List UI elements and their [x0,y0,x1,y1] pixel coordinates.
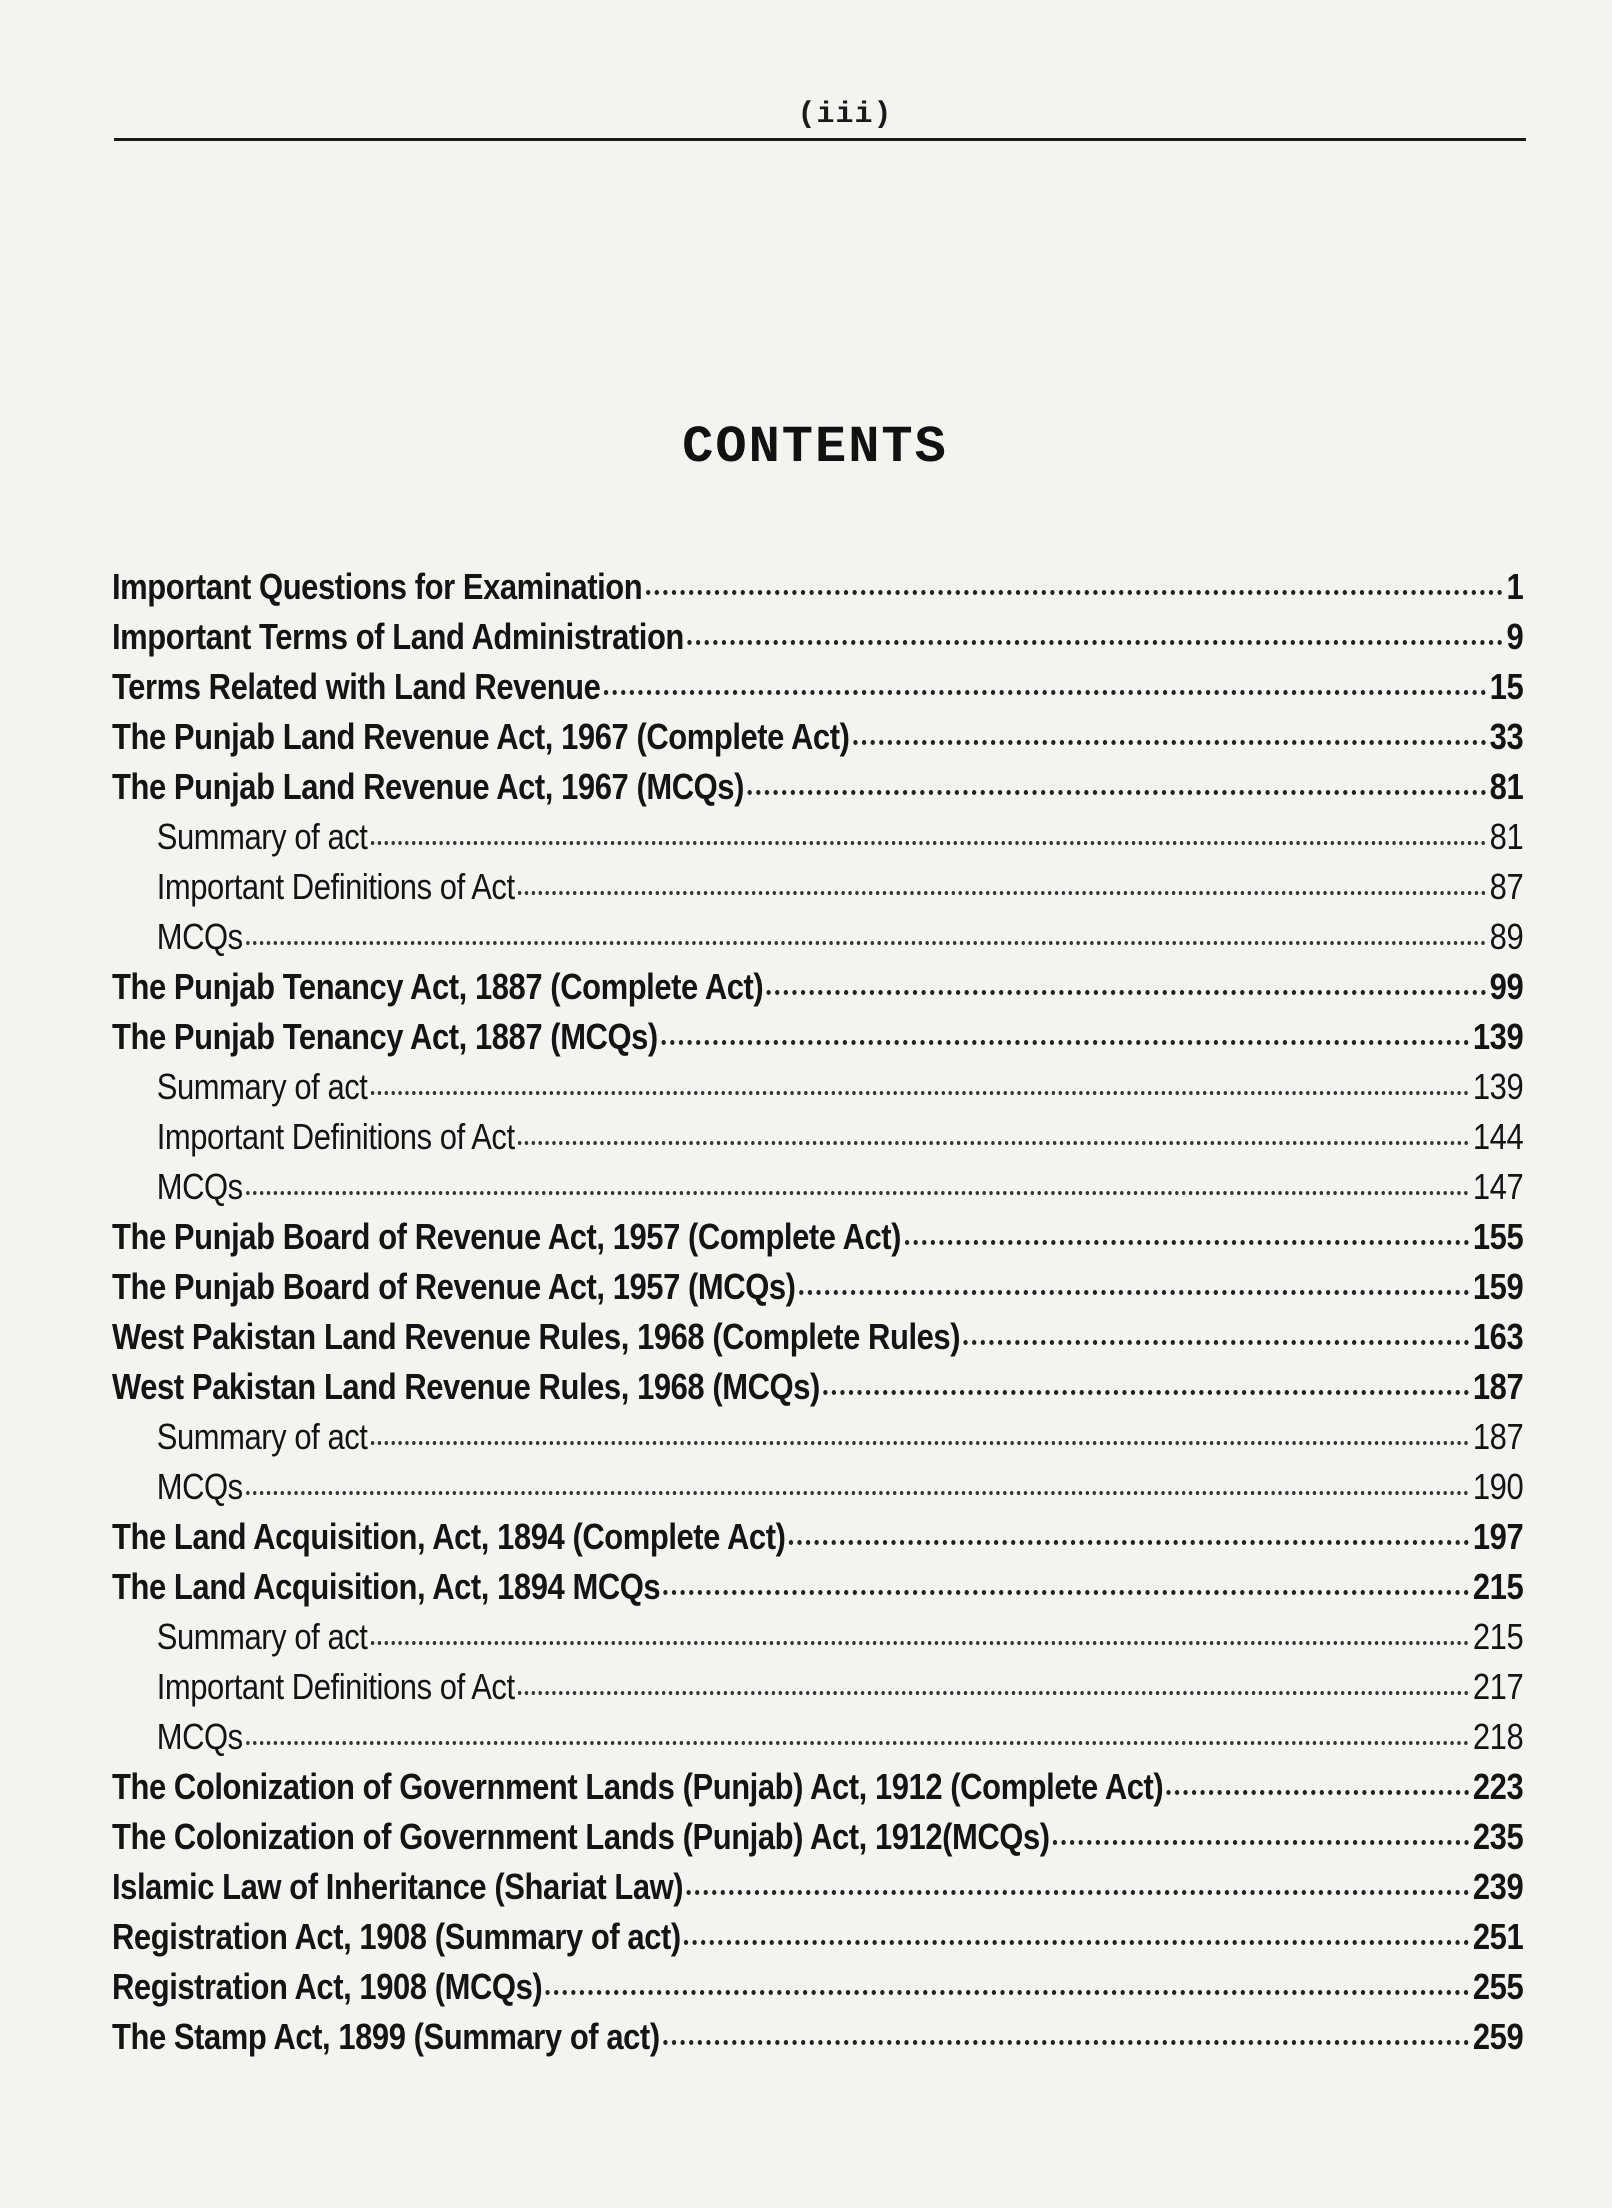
dot-leader [246,1741,1469,1745]
dot-leader [546,1990,1470,1995]
toc-entry-page-number: 15 [1489,666,1524,707]
toc-entry-page-number: 89 [1489,916,1524,957]
dot-leader [1053,1840,1469,1845]
dot-leader [687,640,1503,645]
toc-entry-page-number: 159 [1472,1266,1524,1307]
toc-entry-title: The Punjab Tenancy Act, 1887 (MCQs) [112,1016,658,1057]
dot-leader [687,1890,1470,1895]
toc-entry-page-number: 251 [1472,1916,1524,1957]
dot-leader [371,841,1486,845]
table-of-contents [112,562,1524,2062]
toc-entry[interactable] [112,612,1523,662]
dot-leader [604,690,1486,695]
toc-entry[interactable] [112,1762,1523,1812]
toc-entry-title: The Punjab Board of Revenue Act, 1957 (Complete Act) [112,1216,902,1257]
toc-entry[interactable] [112,712,1523,762]
dot-leader [964,1340,1470,1345]
toc-subentry[interactable] [112,1412,1523,1462]
toc-subentry[interactable] [112,1712,1523,1762]
toc-entry-page-number: 187 [1472,1416,1524,1457]
toc-entry-page-number: 190 [1472,1466,1524,1507]
dot-leader [246,941,1486,945]
toc-entry-page-number: 215 [1472,1616,1524,1657]
dot-leader [905,1240,1470,1245]
toc-entry-page-number: 255 [1472,1966,1524,2007]
dot-leader [823,1390,1469,1395]
toc-entry[interactable] [112,662,1523,712]
toc-entry-page-number: 139 [1472,1016,1524,1057]
toc-entry[interactable] [112,962,1523,1012]
toc-subentry[interactable] [112,1462,1523,1512]
toc-entry[interactable] [112,1012,1523,1062]
toc-entry-title: Islamic Law of Inheritance (Shariat Law) [112,1866,684,1907]
toc-entry-page-number: 9 [1506,616,1524,657]
toc-entry-title: Important Questions for Examination [112,566,643,607]
toc-entry-page-number: 139 [1472,1066,1524,1107]
dot-leader [246,1491,1469,1495]
toc-entry-page-number: 217 [1472,1666,1524,1707]
toc-entry[interactable] [112,1512,1523,1562]
toc-entry-page-number: 33 [1489,716,1524,757]
toc-subentry[interactable] [112,1612,1523,1662]
dot-leader [646,590,1503,595]
toc-entry-title: Important Definitions of Act [156,1116,515,1157]
toc-entry[interactable] [112,1962,1523,2012]
dot-leader [371,1441,1470,1445]
toc-entry[interactable] [112,1362,1523,1412]
toc-entry[interactable] [112,1912,1523,1962]
toc-entry-page-number: 197 [1472,1516,1524,1557]
toc-entry-page-number: 87 [1489,866,1524,907]
toc-subentry[interactable] [112,1662,1523,1712]
toc-entry-page-number: 155 [1472,1216,1524,1257]
toc-subentry[interactable] [112,812,1523,862]
toc-entry-title: Summary of act [156,1616,368,1657]
toc-entry-title: Important Definitions of Act [156,866,515,907]
toc-entry-page-number: 81 [1489,766,1524,807]
toc-entry-title: Summary of act [156,1416,368,1457]
toc-entry-page-number: 239 [1472,1866,1524,1907]
toc-entry[interactable] [112,1812,1523,1862]
toc-entry-title: The Stamp Act, 1899 (Summary of act) [112,2016,660,2057]
dot-leader [663,2040,1469,2045]
dot-leader [518,891,1486,895]
toc-entry[interactable] [112,2012,1523,2062]
toc-entry-page-number: 1 [1506,566,1524,607]
dot-leader [661,1040,1469,1045]
toc-entry[interactable] [112,1312,1523,1362]
toc-entry-title: West Pakistan Land Revenue Rules, 1968 (Complete Rules) [112,1316,961,1357]
toc-subentry[interactable] [112,1062,1523,1112]
page-number: (iii) [797,98,893,132]
toc-entry-title: MCQs [156,916,243,957]
toc-subentry[interactable] [112,912,1523,962]
dot-leader [664,1590,1470,1595]
toc-entry-title: The Punjab Tenancy Act, 1887 (Complete Act) [112,966,764,1007]
dot-leader [799,1290,1469,1295]
toc-entry-page-number: 163 [1472,1316,1524,1357]
toc-entry-title: Registration Act, 1908 (Summary of act) [112,1916,681,1957]
toc-entry-title: Terms Related with Land Revenue [112,666,601,707]
toc-entry-title: The Land Acquisition, Act, 1894 (Complete Act) [112,1516,786,1557]
toc-entry-title: Summary of act [156,816,368,857]
dot-leader [518,1141,1469,1145]
toc-entry-title: The Punjab Board of Revenue Act, 1957 (MCQs) [112,1266,796,1307]
header-rule [114,138,1526,141]
dot-leader [789,1540,1470,1545]
toc-entry-page-number: 223 [1472,1766,1524,1807]
toc-entry-title: MCQs [156,1466,243,1507]
dot-leader [853,740,1486,745]
toc-entry-title: The Punjab Land Revenue Act, 1967 (MCQs) [112,766,744,807]
toc-entry[interactable] [112,762,1523,812]
dot-leader [684,1940,1469,1945]
toc-entry-title: West Pakistan Land Revenue Rules, 1968 (MCQs) [112,1366,820,1407]
toc-entry-title: The Colonization of Government Lands (Punjab) Act, 1912 (Complete Act) [112,1766,1164,1807]
toc-entry[interactable] [112,562,1523,612]
dot-leader [246,1191,1469,1195]
toc-entry-page-number: 99 [1489,966,1524,1007]
dot-leader [747,790,1486,795]
toc-subentry[interactable] [112,1162,1523,1212]
dot-leader [1167,1790,1470,1795]
toc-entry-title: MCQs [156,1166,243,1207]
toc-entry[interactable] [112,1562,1523,1612]
toc-entry-page-number: 218 [1472,1716,1524,1757]
toc-entry-page-number: 147 [1472,1166,1524,1207]
toc-subentry[interactable] [112,862,1523,912]
toc-subentry[interactable] [112,1112,1523,1162]
toc-entry-title: Important Definitions of Act [156,1666,515,1707]
toc-entry-page-number: 259 [1472,2016,1524,2057]
dot-leader [371,1091,1470,1095]
toc-entry-page-number: 235 [1472,1816,1524,1857]
toc-entry-page-number: 81 [1489,816,1524,857]
toc-entry-title: The Land Acquisition, Act, 1894 MCQs [112,1566,661,1607]
page-title: CONTENTS [682,418,948,477]
toc-entry-title: The Colonization of Government Lands (Punjab) Act, 1912(MCQs) [112,1816,1050,1857]
toc-entry-page-number: 144 [1472,1116,1524,1157]
toc-entry-page-number: 215 [1472,1566,1524,1607]
toc-entry-title: The Punjab Land Revenue Act, 1967 (Complete Act) [112,716,850,757]
toc-entry-title: Registration Act, 1908 (MCQs) [112,1966,543,2007]
toc-entry-title: Summary of act [156,1066,368,1107]
toc-entry[interactable] [112,1862,1523,1912]
toc-entry-title: MCQs [156,1716,243,1757]
dot-leader [518,1691,1469,1695]
toc-entry-title: Important Terms of Land Administration [112,616,684,657]
toc-entry[interactable] [112,1262,1523,1312]
dot-leader [767,990,1486,995]
toc-entry[interactable] [112,1212,1523,1262]
dot-leader [371,1641,1470,1645]
toc-entry-page-number: 187 [1472,1366,1524,1407]
